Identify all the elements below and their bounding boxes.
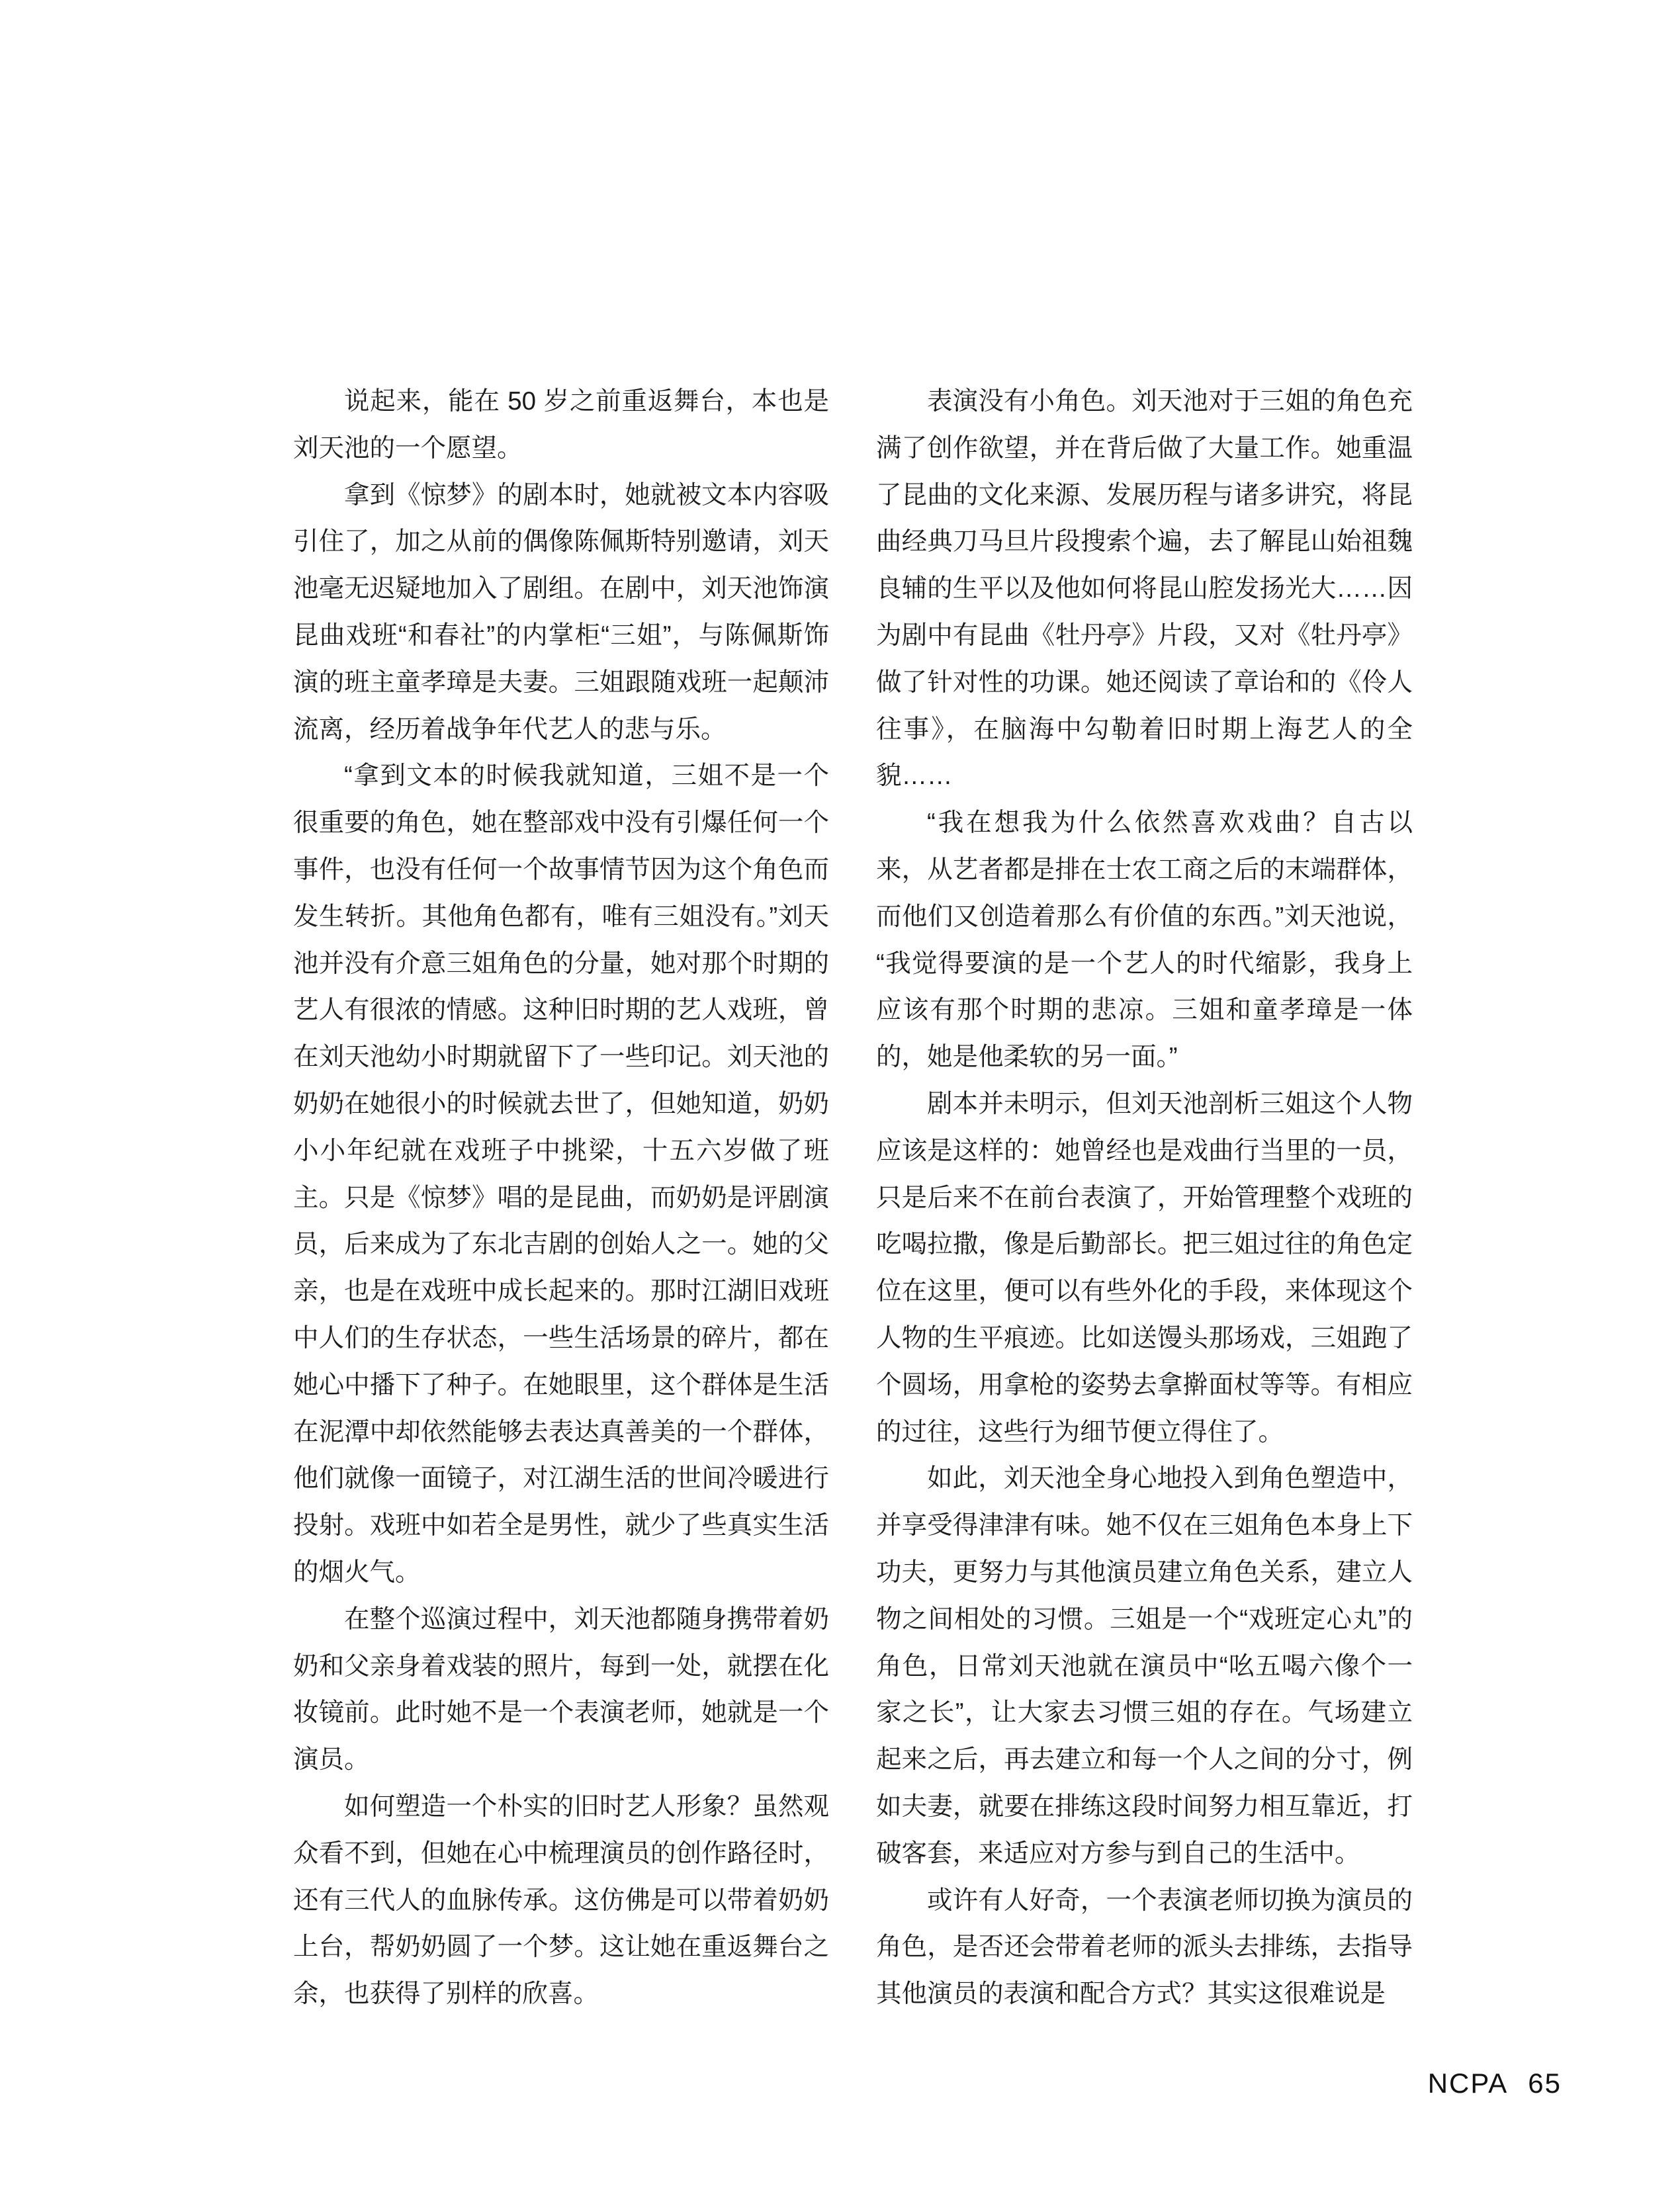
paragraph: “我在想我为什么依然喜欢戏曲？自古以来，从艺者都是排在士农工商之后的末端群体，而他们又创造着那么有价值的东西。”刘天池说，“我觉得要演的是一个艺人的时代缩影，我身上应该有那个时期的悲凉。三姐和童孝璋是一体的，她是他柔软的另一面。”: [876, 809, 1413, 1072]
journal-mark: NCPA: [1427, 2068, 1509, 2099]
right-text-column: [876, 378, 1413, 2018]
paragraph: 或许有人好奇，一个表演老师切换为演员的角色，是否还会带着老师的派头去排练，去指导其他演员的表演和配合方式？其实这很难说是: [876, 1886, 1413, 2009]
paragraph: 如何塑造一个朴实的旧时艺人形象？虽然观众看不到，但她在心中梳理演员的创作路径时，还有三代人的血脉传承。这仿佛是可以带着奶奶上台，帮奶奶圆了一个梦。这让她在重返舞台之余，也获得了别样的欣喜。: [293, 1792, 829, 2009]
paragraph: 说起来，能在 50 岁之前重返舞台，本也是刘天池的一个愿望。: [293, 387, 829, 462]
page-footer: [1428, 2070, 1562, 2097]
page-number: 65: [1528, 2068, 1562, 2099]
paragraph: 剧本并未明示，但刘天池剖析三姐这个人物应该是这样的：她曾经也是戏曲行当里的一员，只是后来不在前台表演了，开始管理整个戏班的吃喝拉撒，像是后勤部长。把三姐过往的角色定位在这里，便可以有些外化的手段，来体现这个人物的生平痕迹。比如送馒头那场戏，三姐跑了个圆场，用拿枪的姿势去拿擀面杖等等。有相应的过往，这些行为细节便立得住了。: [876, 1089, 1413, 1446]
paragraph: “拿到文本的时候我就知道，三姐不是一个很重要的角色，她在整部戏中没有引爆任何一个事件，也没有任何一个故事情节因为这个角色而发生转折。其他角色都有，唯有三姐没有。”刘天池并没有介意三姐角色的分量，她对那个时期的艺人有很浓的情感。这种旧时期的艺人戏班，曾在刘天池幼小时期就留下了一些印记。刘天池的奶奶在她很小的时候就去世了，但她知道，奶奶小小年纪就在戏班子中挑梁，十五六岁做了班主。只是《惊梦》唱的是昆曲，而奶奶是评剧演员，后来成为了东北吉剧的创始人之一。她的父亲，也是在戏班中成长起来的。那时江湖旧戏班中人们的生存状态，一些生活场景的碎片，都在她心中播下了种子。在她眼里，这个群体是生活在泥潭中却依然能够去表达真善美的一个群体，他们就像一面镜子，对江湖生活的世间冷暖进行投射。戏班中如若全是男性，就少了些真实生活的烟火气。: [293, 762, 829, 1587]
paragraph: 拿到《惊梦》的剧本时，她就被文本内容吸引住了，加之从前的偶像陈佩斯特别邀请，刘天池毫无迟疑地加入了剧组。在剧中，刘天池饰演昆曲戏班“和春社”的内掌柜“三姐”，与陈佩斯饰演的班主童孝璋是夫妻。三姐跟随戏班一起颠沛流离，经历着战争年代艺人的悲与乐。: [293, 480, 829, 744]
left-text-column: [293, 378, 829, 2018]
article-body: [293, 378, 1413, 2018]
paragraph: 在整个巡演过程中，刘天池都随身携带着奶奶和父亲身着戏装的照片，每到一处，就摆在化妆镜前。此时她不是一个表演老师，她就是一个演员。: [293, 1604, 829, 1774]
paragraph: 如此，刘天池全身心地投入到角色塑造中，并享受得津津有味。她不仅在三姐角色本身上下功夫，更努力与其他演员建立角色关系，建立人物之间相处的习惯。三姐是一个“戏班定心丸”的角色，日常刘天池就在演员中“吆五喝六像个一家之长”，让大家去习惯三姐的存在。气场建立起来之后，再去建立和每一个人之间的分寸，例如夫妻，就要在排练这段时间努力相互靠近，打破客套，来适应对方参与到自己的生活中。: [876, 1464, 1413, 1868]
paragraph: 表演没有小角色。刘天池对于三姐的角色充满了创作欲望，并在背后做了大量工作。她重温了昆曲的文化来源、发展历程与诸多讲究，将昆曲经典刀马旦片段搜索个遍，去了解昆山始祖魏良辅的生平以及他如何将昆山腔发扬光大……因为剧中有昆曲《牡丹亭》片段，又对《牡丹亭》做了针对性的功课。她还阅读了章诒和的《伶人往事》，在脑海中勾勒着旧时期上海艺人的全貌……: [876, 387, 1413, 791]
